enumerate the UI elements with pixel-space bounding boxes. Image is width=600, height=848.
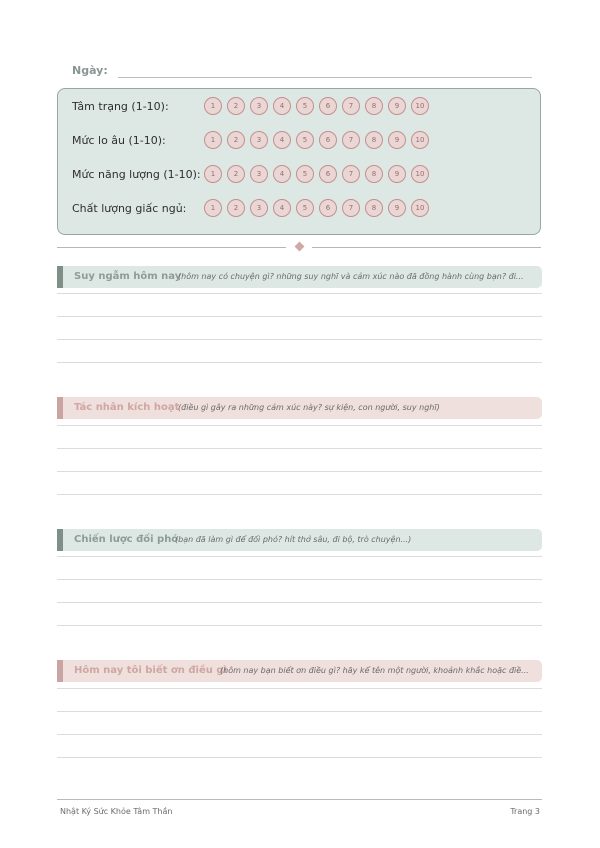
- writing-line[interactable]: [57, 425, 542, 426]
- rating-option-5[interactable]: 5: [296, 165, 314, 183]
- rating-option-8[interactable]: 8: [365, 131, 383, 149]
- rating-option-2[interactable]: 2: [227, 199, 245, 217]
- rating-label-energy: Mức năng lượng (1-10):: [72, 168, 201, 181]
- date-row: [72, 64, 532, 80]
- footer-title: Nhật Ký Sức Khỏe Tâm Thần: [60, 807, 173, 816]
- writing-line[interactable]: [57, 711, 542, 712]
- writing-line[interactable]: [57, 339, 542, 340]
- rating-option-5[interactable]: 5: [296, 199, 314, 217]
- section-header-reflection: [57, 266, 542, 288]
- rating-option-1[interactable]: 1: [204, 199, 222, 217]
- rating-option-7[interactable]: 7: [342, 131, 360, 149]
- rating-label-anxiety: Mức lo âu (1-10):: [72, 134, 166, 147]
- rating-label-sleep: Chất lượng giấc ngủ:: [72, 202, 187, 215]
- rating-option-3[interactable]: 3: [250, 131, 268, 149]
- writing-line[interactable]: [57, 494, 542, 495]
- writing-line[interactable]: [57, 362, 542, 363]
- rating-option-6[interactable]: 6: [319, 199, 337, 217]
- rating-panel: [57, 88, 541, 235]
- rating-label-mood: Tâm trạng (1-10):: [72, 100, 169, 113]
- date-write-line[interactable]: [118, 77, 532, 78]
- rating-option-10[interactable]: 10: [411, 131, 429, 149]
- rating-option-6[interactable]: 6: [319, 165, 337, 183]
- section-hint: (điều gì gây ra những cảm xúc này? sự kiện, con người, suy nghĩ): [178, 403, 440, 412]
- section-hint: (hôm nay có chuyện gì? những suy nghĩ và cảm xúc nào đã đồng hành cùng bạn? đi...: [178, 272, 524, 281]
- writing-line[interactable]: [57, 625, 542, 626]
- writing-line[interactable]: [57, 316, 542, 317]
- rating-option-9[interactable]: 9: [388, 97, 406, 115]
- divider-line-right: [312, 247, 541, 248]
- section-title: Suy ngẫm hôm nay: [74, 271, 182, 282]
- rating-option-2[interactable]: 2: [227, 97, 245, 115]
- rating-option-4[interactable]: 4: [273, 199, 291, 217]
- rating-option-1[interactable]: 1: [204, 97, 222, 115]
- rating-option-3[interactable]: 3: [250, 165, 268, 183]
- section-title: Tác nhân kích hoạt: [74, 402, 180, 413]
- section-hint: (hôm nay bạn biết ơn điều gì? hãy kể tên một người, khoảnh khắc hoặc điề...: [220, 666, 529, 675]
- rating-option-6[interactable]: 6: [319, 97, 337, 115]
- section-header-triggers: [57, 397, 542, 419]
- footer-rule: [57, 799, 542, 800]
- writing-line[interactable]: [57, 602, 542, 603]
- page-number: Trang 3: [510, 807, 540, 816]
- section-accent-bar: [57, 529, 63, 551]
- rating-option-4[interactable]: 4: [273, 97, 291, 115]
- rating-option-3[interactable]: 3: [250, 97, 268, 115]
- rating-option-2[interactable]: 2: [227, 131, 245, 149]
- section-accent-bar: [57, 660, 63, 682]
- rating-option-9[interactable]: 9: [388, 165, 406, 183]
- section-title: Chiến lược đối phó: [74, 534, 179, 545]
- writing-line[interactable]: [57, 448, 542, 449]
- section-hint: (bạn đã làm gì để đối phó? hít thở sâu, đi bộ, trò chuyện...): [175, 535, 412, 544]
- divider-line-left: [57, 247, 286, 248]
- rating-option-8[interactable]: 8: [365, 199, 383, 217]
- rating-option-8[interactable]: 8: [365, 165, 383, 183]
- rating-option-5[interactable]: 5: [296, 131, 314, 149]
- rating-option-7[interactable]: 7: [342, 199, 360, 217]
- rating-option-5[interactable]: 5: [296, 97, 314, 115]
- date-label: Ngày:: [72, 64, 108, 77]
- writing-line[interactable]: [57, 579, 542, 580]
- rating-option-1[interactable]: 1: [204, 131, 222, 149]
- diamond-ornament-icon: [295, 242, 305, 252]
- rating-option-3[interactable]: 3: [250, 199, 268, 217]
- rating-option-2[interactable]: 2: [227, 165, 245, 183]
- writing-line[interactable]: [57, 556, 542, 557]
- writing-line[interactable]: [57, 757, 542, 758]
- ornamental-divider: [57, 242, 541, 252]
- rating-option-4[interactable]: 4: [273, 165, 291, 183]
- section-header-coping: [57, 529, 542, 551]
- rating-option-4[interactable]: 4: [273, 131, 291, 149]
- rating-option-10[interactable]: 10: [411, 199, 429, 217]
- rating-option-10[interactable]: 10: [411, 97, 429, 115]
- rating-option-6[interactable]: 6: [319, 131, 337, 149]
- rating-option-8[interactable]: 8: [365, 97, 383, 115]
- writing-line[interactable]: [57, 734, 542, 735]
- rating-option-9[interactable]: 9: [388, 131, 406, 149]
- rating-option-9[interactable]: 9: [388, 199, 406, 217]
- section-header-gratitude: [57, 660, 542, 682]
- rating-option-1[interactable]: 1: [204, 165, 222, 183]
- section-accent-bar: [57, 397, 63, 419]
- rating-option-7[interactable]: 7: [342, 165, 360, 183]
- writing-line[interactable]: [57, 471, 542, 472]
- rating-option-7[interactable]: 7: [342, 97, 360, 115]
- section-accent-bar: [57, 266, 63, 288]
- writing-line[interactable]: [57, 293, 542, 294]
- section-title: Hôm nay tôi biết ơn điều gì: [74, 665, 227, 676]
- writing-line[interactable]: [57, 688, 542, 689]
- rating-option-10[interactable]: 10: [411, 165, 429, 183]
